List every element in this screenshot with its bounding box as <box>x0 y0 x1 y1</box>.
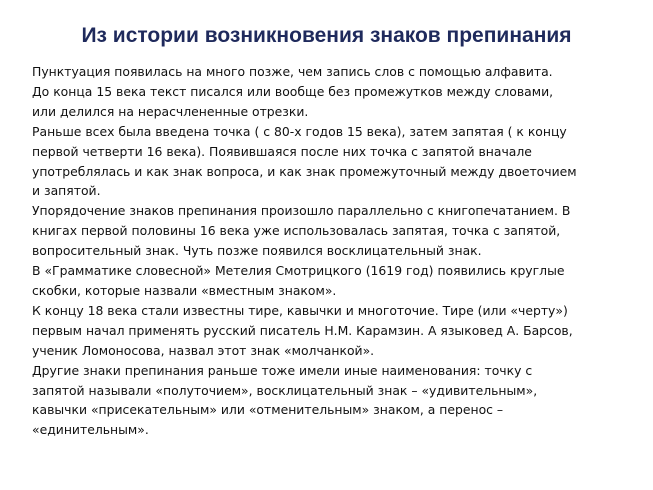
body-line: В «Грамматике словесной» Метелия Смотрицкого (1619 год) появились круглые <box>32 263 565 279</box>
body-line: книгах первой половины 16 века уже использовалась запятая, точка с запятой, <box>32 223 561 239</box>
body-line: употреблялась и как знак вопроса, и как знак промежуточный между двоеточием <box>32 163 577 179</box>
body-line: До конца 15 века текст писался или вообще без промежутков между словами, <box>32 83 554 99</box>
body-line: Пунктуация появилась на много позже, чем запись слов с помощью алфавита. <box>32 64 553 79</box>
body-line: К концу 18 века стали известны тире, кавычки и многоточие. Тире (или «черту») <box>32 302 568 318</box>
body-line: вопросительный знак. Чуть позже появился восклицательный знак. <box>32 243 482 259</box>
slide-body-text <box>32 62 622 440</box>
body-line: запятой называли «полуточием», восклицательный знак – «удивительным», <box>32 382 538 398</box>
body-line: скобки, которые назвали «вместным знаком». <box>32 282 337 298</box>
body-line: первым начал применять русский писатель Н.М. Карамзин. А языковед А. Барсов, <box>32 322 573 338</box>
body-line: Другие знаки препинания раньше тоже имели иные наименования: точку с <box>32 362 533 378</box>
body-line: первой четверти 16 века). Появившаяся после них точка с запятой вначале <box>32 143 532 159</box>
body-line: «единительным». <box>32 422 149 438</box>
body-line: и запятой. <box>32 183 101 199</box>
body-line: или делился на нерасчлененные отрезки. <box>32 103 309 119</box>
body-line: Упорядочение знаков препинания произошло параллельно с книгопечатанием. В <box>32 203 571 219</box>
body-line: кавычки «присекательным» или «отменительным» знаком, а перенос – <box>32 402 504 418</box>
slide-title: Из истории возникновения знаков препинания <box>81 24 572 47</box>
body-line: ученик Ломоносова, назвал этот знак «молчанкой». <box>32 342 375 358</box>
body-line: Раньше всех была введена точка ( с 80-х годов 15 века), затем запятая ( к концу <box>32 123 567 139</box>
